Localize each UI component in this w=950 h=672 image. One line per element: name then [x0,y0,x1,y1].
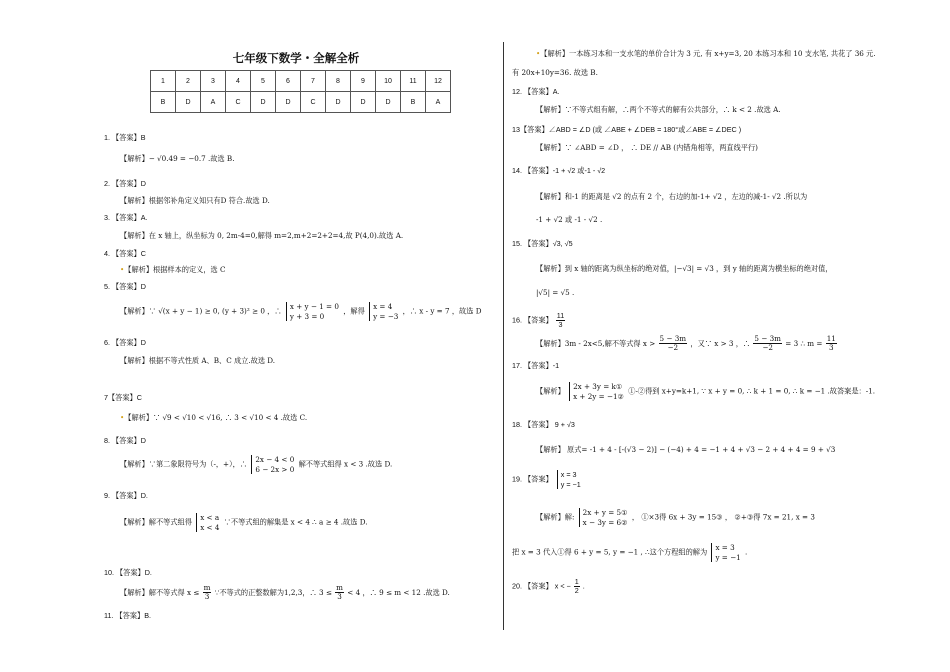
denominator: 3 [204,592,210,602]
q19-text-post: ， ①×3得 6x + 3y = 15③ ， ②+③得 7x = 21, x = 3 [631,512,815,522]
q7-answer: 7【答案】C [104,393,142,402]
table-cell: B [401,92,426,113]
page-title: 七年级下数学・全解全析 [232,51,360,65]
eq: x + 2y = −1② [573,391,624,401]
eq: x = 3 [560,470,577,479]
q10-text-pre: 【解析】解不等式得 x ≤ [120,587,200,597]
denominator: −2 [667,343,679,353]
table-cell: D [176,92,201,113]
q8-explanation [120,455,392,474]
table-cell: 8 [326,71,351,92]
numerator: 1 [574,577,579,586]
q6-answer: 6. 【答案】D [104,338,146,347]
numerator: m [336,583,343,592]
q20-answer-post: . [582,581,585,591]
table-cell: 11 [401,71,426,92]
column-divider [503,42,504,630]
q8-answer: 8. 【答案】D [104,436,146,445]
q19-answer-system [557,470,581,489]
q10-text-post: < 4 ，∴ 9 ≤ m < 12 .故选 D. [347,587,450,597]
q10-text-mid: ∵不等式的正整数解为1,2,3，∴ 3 ≤ [214,587,332,597]
q16-text-mid2: = 3 ∴ m = [785,338,823,348]
highlight-mark: • [120,265,125,274]
numerator: 5 − 3m [659,334,687,343]
highlight-mark: • [536,49,541,58]
q4-explanation [120,266,225,274]
q9-system [196,513,219,532]
numerator: 5 − 3m [754,334,781,343]
table-cell: 3 [201,71,226,92]
q8-text-post: 解不等式组得 x < 3 .故选 D. [298,459,393,469]
q19-text-pre: 【解析】解: [536,512,575,522]
q11-explanation [536,50,876,58]
denominator: 3 [558,320,563,330]
eq: x − 3y = 6② [582,517,628,527]
table-cell: 12 [426,71,451,92]
eq: 2x + 3y = k① [573,382,623,391]
q17-answer: 17. 【答案】-1 [512,361,560,370]
q2-answer: 2. 【答案】D [104,179,146,188]
eq: x < a [200,513,220,522]
eq: y = −3 [373,311,399,321]
q14-explanation-cont: -1 + √2 或 -1 - √2 . [536,215,603,224]
eq: 2x + y = 5① [582,508,628,517]
q1-answer: 1. 【答案】B [104,133,146,142]
numerator: 11 [556,311,565,320]
table-cell: D [351,92,376,113]
q16-text-mid: ，又∵ x > 3 ，∴ [690,338,751,348]
q19-text-pre2: 把 x = 3 代入①得 6 + y = 5, y = −1 , ∴这个方程组的解为 [512,547,708,557]
q17-system [569,382,624,401]
q17-text-post: ①-②得到 x+y=k+1, ∵ x + y = 0, ∴ k + 1 = 0, ∴ k = −1 .故答案是：-1. [628,386,876,396]
table-cell: D [376,92,401,113]
q15-explanation: 【解析】到 x 轴的距离为纵坐标的绝对值，|−√3| = √3 ，到 y 轴的距离为横坐标的绝对值， [536,264,833,273]
q16-explanation [536,335,838,353]
q14-answer: 14. 【答案】-1 + √2 或-1 - √2 [512,166,606,175]
eq: x = 3 [715,543,735,552]
q1-explanation: 【解析】− √0.49 = −0.7 .故选 B. [120,154,235,163]
q10-answer: 10. 【答案】D. [104,568,152,577]
q3-explanation: 【解析】在 x 轴上，纵坐标为 0, 2m-4=0,解得 m=2,m+2=2+2=4,故 P(4,0).故选 A. [120,231,404,240]
q5-answer: 5. 【答案】D [104,282,146,291]
q11-answer: 11. 【答案】B. [104,611,151,620]
fraction [826,335,837,353]
fraction [203,584,212,602]
q20-answer-label: 20. 【答案】 x < − [512,581,571,591]
q9-explanation [120,513,368,532]
q16-text-pre: 【解析】3m - 2x<5,解不等式得 x > [536,338,656,348]
fraction [659,335,688,353]
q8-text-pre: 【解析】∵第二象限符号为（-，+），∴ [120,459,248,469]
table-cell: 2 [176,71,201,92]
table-cell: 10 [376,71,401,92]
q19-answer-label: 19. 【答案】 [512,474,553,484]
q5-text-pre: 【解析】∵ √(x + y − 1) ≥ 0, (y + 3)² ≥ 0 ，∴ [120,306,282,316]
q16-answer-label: 16. 【答案】 [512,315,553,325]
q12-explanation: 【解析】∵不等式组有解，∴两个不等式的解有公共部分，∴ k < 2 .故选 A. [536,105,781,114]
q5-text-post: ，∴ x - y = 7 ，故选 D [402,306,482,316]
eq: y = −1 [560,479,581,489]
denominator: −2 [762,343,773,353]
table-cell: 6 [276,71,301,92]
eq: x = 4 [373,302,393,311]
numerator: 11 [826,334,836,343]
table-cell: D [251,92,276,113]
fraction [753,335,782,353]
table-cell: 7 [301,71,326,92]
q14-explanation: 【解析】和-1 的距离是 √2 的点有 2 个，右边的加-1+ √2 ，左边的减-1- √2 .所以为 [536,192,808,201]
table-cell: D [276,92,301,113]
q13-explanation: 【解析】∵ ∠ABD = ∠D ， ∴ DE // AB (内错角相等，两直线平行) [536,143,758,152]
q15-answer: 15. 【答案】√3, √5 [512,239,573,248]
q7-explanation-text: 【解析】∵ √9 < √10 < √16, ∴ 3 < √10 < 4 .故选 C. [124,413,308,422]
q19-solution [711,543,740,562]
denominator: 3 [337,592,342,602]
eq: y = −1 [715,552,741,562]
q16-answer [512,312,566,330]
q19-answer [512,470,583,489]
eq: x < 4 [200,522,220,532]
q12-answer: 12. 【答案】A. [512,87,560,96]
denominator: 2 [574,586,579,596]
table-cell: 1 [151,71,176,92]
q10-explanation [120,584,450,602]
q11-explanation-text: 【解析】一本练习本和一支水笔的单价合计为 3 元, 有 x+y=3, 20 本练习本和 10 支水笔, 共花了 36 元. [540,49,876,58]
denominator: 3 [829,343,834,353]
eq: x + y − 1 = 0 [289,302,339,311]
q8-system [251,455,294,474]
eq: y + 3 = 0 [289,311,325,321]
q9-text-pre: 【解析】解不等式组得 [120,517,192,527]
table-cell: D [326,92,351,113]
table-cell: 4 [226,71,251,92]
q5-explanation [120,302,481,321]
q4-answer: 4. 【答案】C [104,249,146,258]
answer-table-number-row [151,71,451,92]
q19-explanation-cont [512,543,747,562]
q5-solution [369,302,398,321]
q19-explanation [536,508,815,527]
table-cell: 5 [251,71,276,92]
table-cell: B [151,92,176,113]
q3-answer: 3. 【答案】A. [104,213,148,222]
table-cell: C [226,92,251,113]
q5-system [286,302,339,321]
q19-text-post2: . [745,547,748,557]
q18-explanation: 【解析】 原式= -1 + 4 - [-(√3 − 2)] − (−4) + 4 = −1 + 4 + √3 − 2 + 4 + 4 = 9 + √3 [536,445,836,454]
q18-answer: 18. 【答案】 9 + √3 [512,420,575,429]
q17-explanation [536,382,875,401]
q2-explanation: 【解析】根据邻补角定义知只有D 符合.故选 D. [120,196,270,205]
q15-explanation-cont: |√5| = √5 . [536,288,575,297]
fraction [556,312,565,330]
answer-table [150,70,451,113]
q13-answer: 13【答案】∠ABD = ∠D (或 ∠ABE + ∠DEB = 180°或∠ABE = ∠DEC ) [512,125,742,134]
q7-explanation [120,414,307,422]
q5-text-mid: ，解得 [343,306,365,316]
eq: 6 − 2x > 0 [255,464,295,474]
eq: 2x − 4 < 0 [255,455,295,464]
table-cell: 9 [351,71,376,92]
answer-table-answer-row [151,92,451,113]
numerator: m [203,583,211,592]
table-cell: C [301,92,326,113]
q11-explanation-cont: 有 20x+10y=36. 故选 B. [512,68,598,77]
fraction [574,578,580,596]
q9-answer: 9. 【答案】D. [104,491,148,500]
table-cell: A [201,92,226,113]
q20-answer [512,578,585,596]
fraction [335,584,344,602]
q4-explanation-text: 【解析】根据样本的定义，选 C [124,265,226,274]
q9-text-post: ∵不等式组的解集是 x < 4 ∴ a ≥ 4 .故选 D. [223,517,368,527]
highlight-mark: • [120,413,125,422]
q17-text-pre: 【解析】 [536,386,565,396]
q19-system [579,508,628,527]
q6-explanation: 【解析】根据不等式性质 A、B、C 成立.故选 D. [120,356,276,365]
table-cell: A [426,92,451,113]
